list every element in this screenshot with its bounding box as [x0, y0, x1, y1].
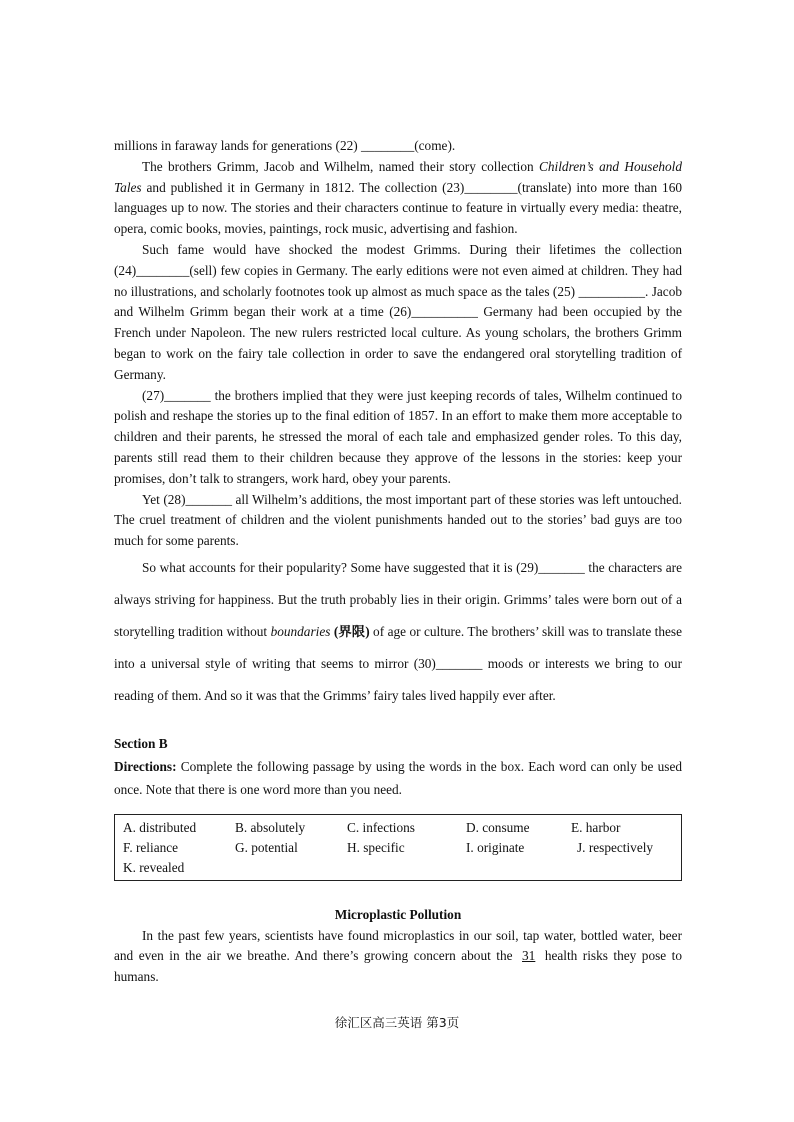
document-page [114, 136, 682, 988]
word-box-row [123, 858, 673, 878]
word-option: B. absolutely [235, 819, 306, 835]
text: health risks they pose to humans. [114, 948, 682, 985]
gloss: (界限) [330, 623, 370, 639]
book-title: Children’s and Household Tales [114, 158, 682, 195]
word-option: I. originate [466, 839, 525, 855]
word-box [114, 814, 682, 881]
directions-label: Directions: [114, 758, 177, 774]
text: In the past few years, scientists have found microplastics in our soil, tap water, bottled water, beer and even in the air we breathe. And there’s growing concern about the [114, 927, 682, 964]
paragraph-5 [114, 552, 682, 712]
paragraph-2: Such fame would have shocked the modest Grimms. During their lifetimes the collection (24)________(sell) few copies in Germany. The early editions were not even aimed at children. They had no illustrations, and scholarly footnotes took up almost as much space as the tales (25) __________. Jacob and Wilhelm Grimm began their work at a time (26)__________ Germany had been occupied by the French under Napoleon. The new rulers restricted local culture. As young scholars, the brothers Grimm began to work on the fairy tale collection in order to save the endangered oral storytelling tradition of Germany. [114, 241, 682, 382]
paragraph-4: Yet (28)_______ all Wilhelm’s additions, the most important part of these stories was left untouched. The cruel treatment of children and the violent punishments handed out to the stories’ bad guys are too much for some parents. [114, 491, 682, 549]
passage-title: Microplastic Pollution [334, 906, 462, 922]
word-option: F. reliance [123, 839, 179, 855]
paragraph-1 [114, 157, 682, 240]
directions-text: Complete the following passage by using the words in the box. Each word can only be used once. Note that there is one word more than you need. [114, 758, 682, 798]
word-option: E. harbor [571, 819, 621, 835]
word-option: D. consume [466, 819, 530, 835]
word-option: A. distributed [123, 819, 197, 835]
word-box-row [123, 818, 673, 838]
passage-line: millions in faraway lands for generations (22) ________(come). [114, 138, 456, 153]
text: and published it in Germany in 1812. The collection (23)________(translate) into more than 160 languages up to now. The stories and their characters continue to feature in virtually every media: theatre, opera, comic books, movies, paintings, rock music, advertising and fashion. [114, 179, 682, 237]
text: So what accounts for their popularity? Some have suggested that it is (29)_______ the characters are always striving for happiness. But the truth probably lies in their origin. Grimms’ tales were born out of a storytelling tradition without [114, 559, 682, 639]
word-option: J. respectively [577, 839, 654, 855]
glossed-term: boundaries [270, 623, 331, 639]
directions [114, 755, 682, 802]
word-box-row [123, 838, 673, 858]
blank-31: 31 [522, 948, 536, 964]
word-option: K. revealed [123, 859, 185, 875]
word-option: H. specific [347, 839, 405, 855]
section-title: Section B [114, 735, 168, 751]
text: The brothers Grimm, Jacob and Wilhelm, named their story collection [142, 158, 540, 174]
text: of age or culture. The brothers’ skill was to translate these into a universal style of writing that seems to mirror (30)_______ moods or interests we bring to our reading of them. And so it was that the Grimms’ fairy tales lived happily ever after. [114, 623, 682, 703]
word-option: G. potential [235, 839, 298, 855]
paragraph-3: (27)_______ the brothers implied that they were just keeping records of tales, Wilhelm continued to polish and reshape the stories up to the final edition of 1857. In an effort to make them more acceptable to children and their parents, he stressed the moral of each tale and emphasized gender roles. To this day, parents still read them to their children because they approve of the lessons in the stories: keep your promises, don’t talk to strangers, work hard, obey your parents. [114, 387, 682, 486]
word-option: C. infections [347, 819, 415, 835]
page-footer: 徐汇区高三英语 第3页 [334, 1015, 460, 1030]
passage-intro [114, 926, 682, 988]
